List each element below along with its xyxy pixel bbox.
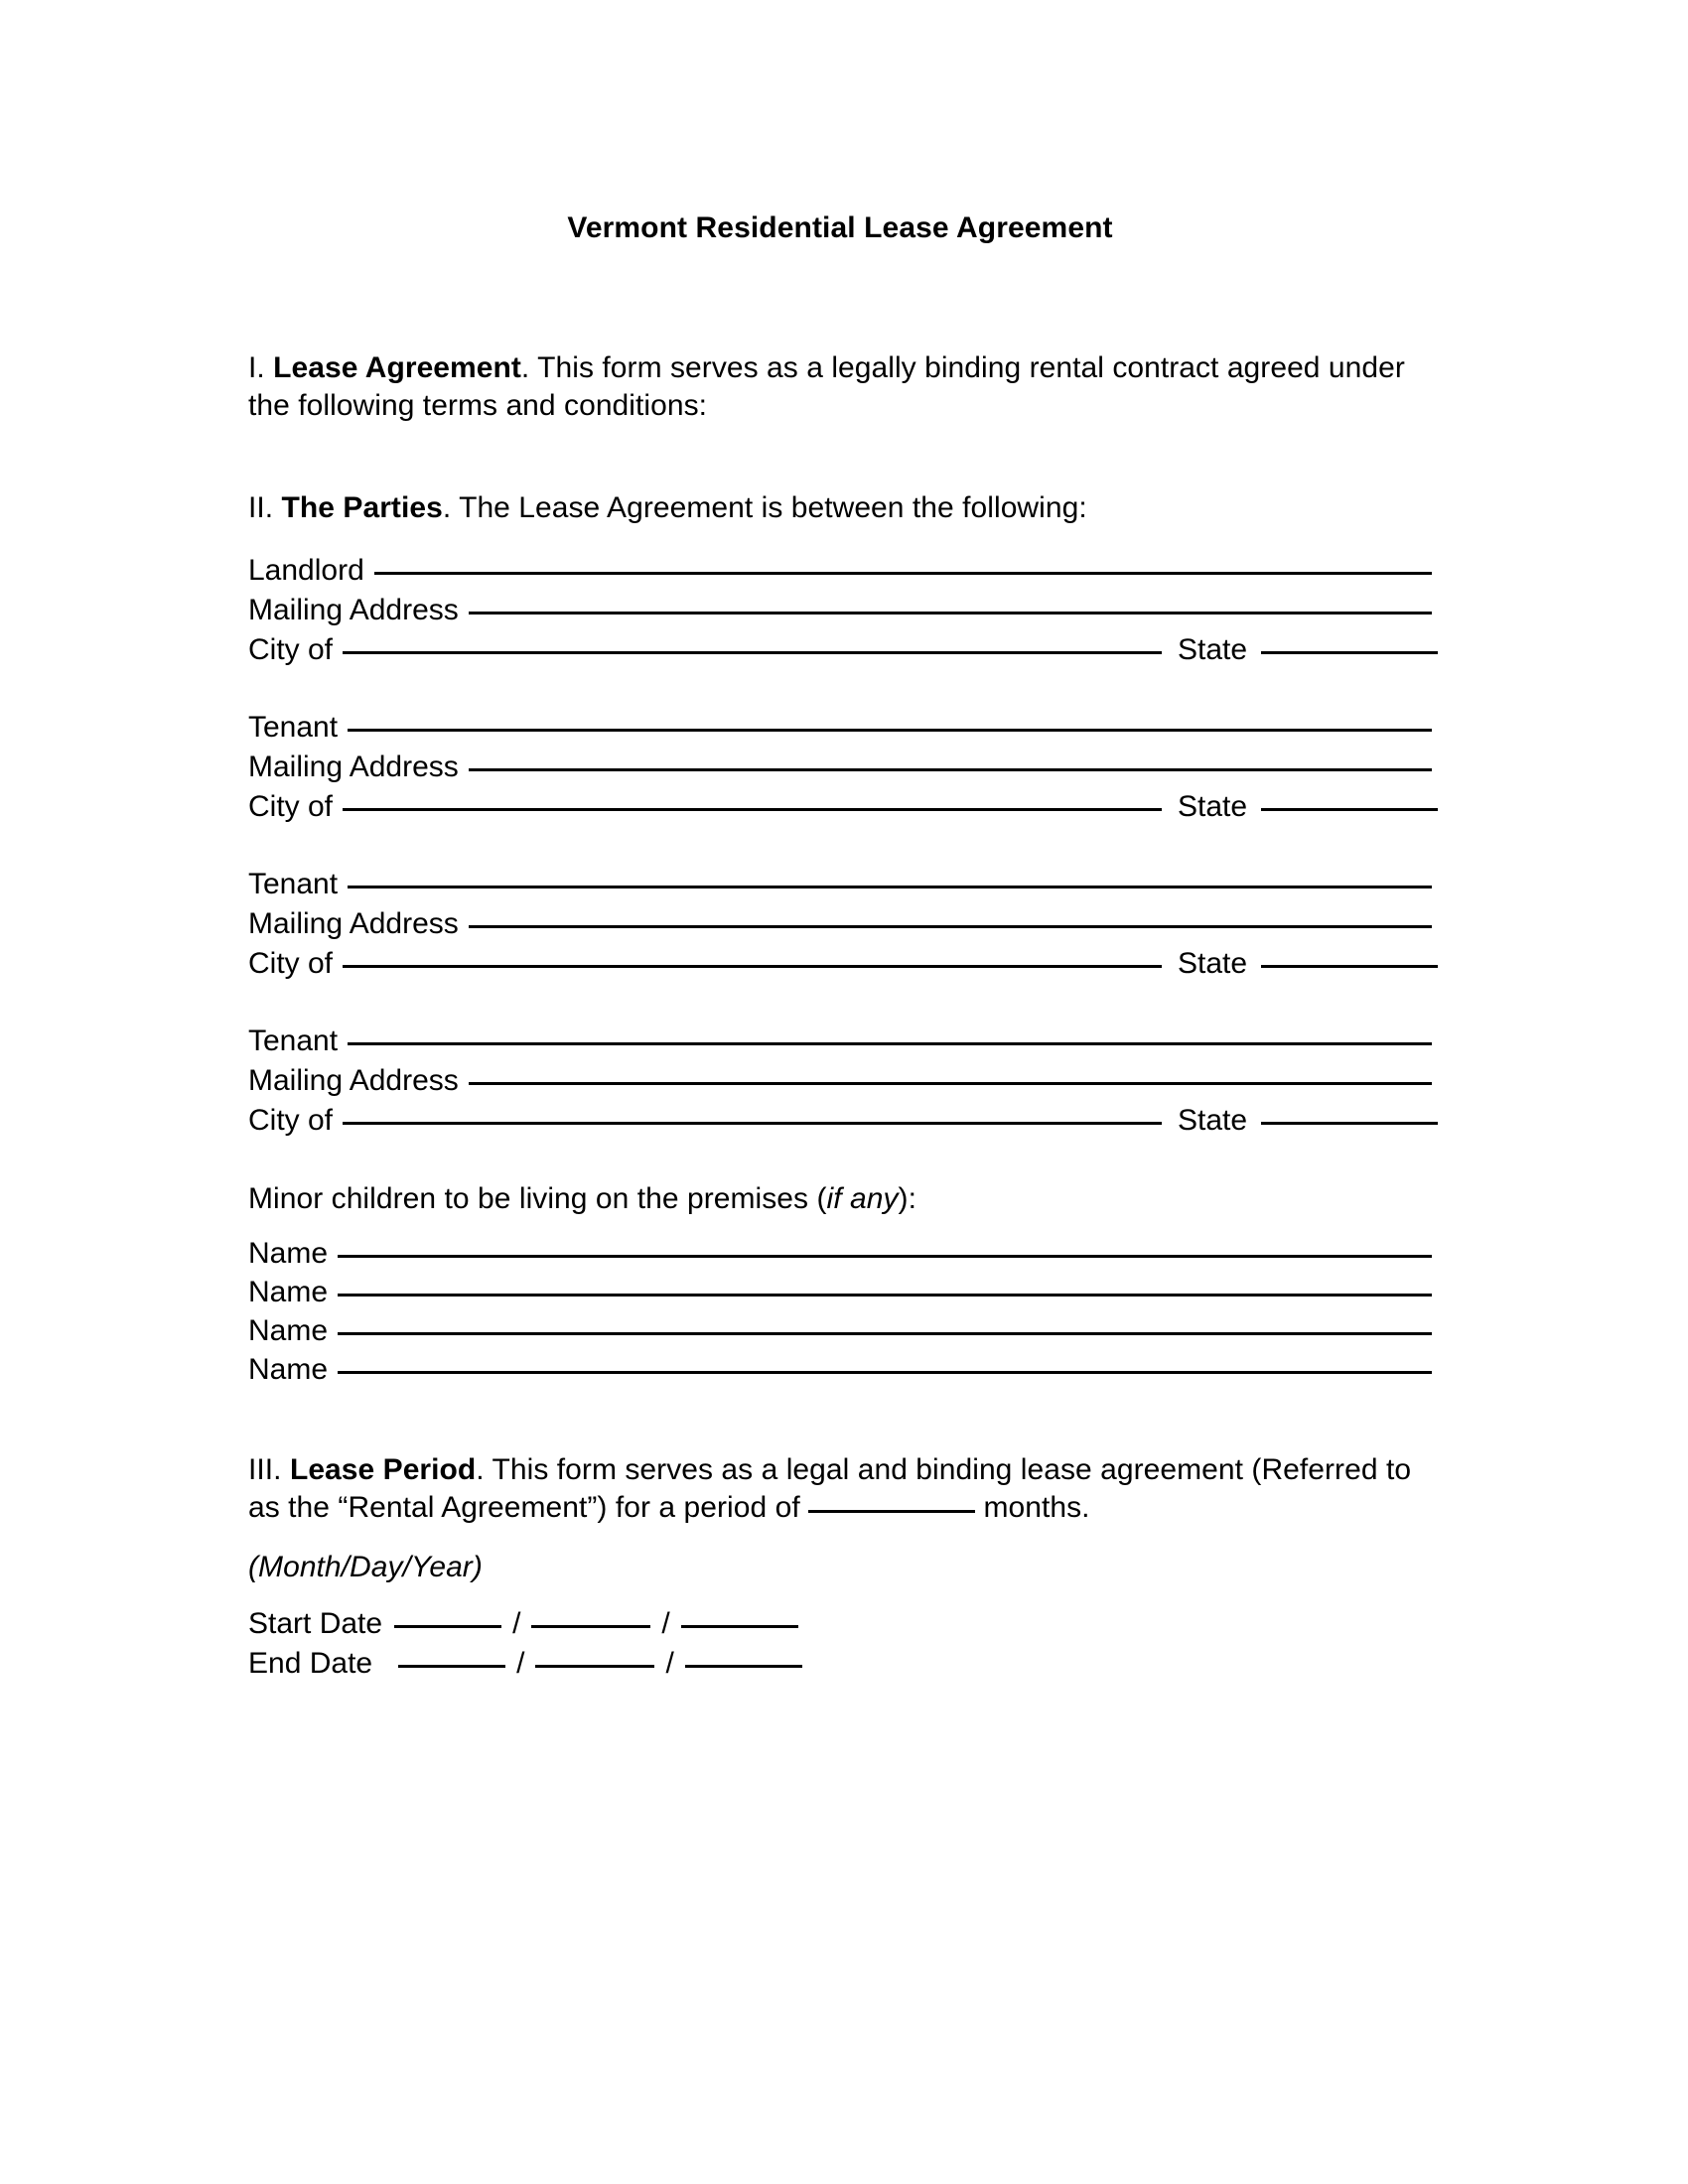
end-date-separator-2: / (665, 1647, 674, 1680)
city-of-label: City of (248, 633, 334, 666)
end-date-day-blank[interactable] (535, 1665, 654, 1668)
tenant-3-city-state-row (248, 1101, 1432, 1141)
end-date-year-blank[interactable] (685, 1665, 802, 1668)
tenant-1-mailing-address-blank[interactable] (469, 768, 1432, 771)
child-name-blank-2[interactable] (338, 1294, 1432, 1297)
start-date-row (248, 1604, 1432, 1644)
section-numeral-ii: II. (248, 491, 274, 524)
state-label: State (1178, 947, 1248, 980)
document-content (248, 0, 1432, 1684)
minor-children-intro-after: ): (898, 1182, 916, 1215)
section-body-lease-agreement: . This form serves as a legally binding rental contract agreed under the following terms and conditions: (248, 351, 1405, 422)
section-body-lease-period-after: months. (975, 1491, 1090, 1524)
date-format-note (248, 1549, 1432, 1586)
minor-children-intro (248, 1180, 1432, 1218)
lease-period-months-blank[interactable] (808, 1510, 975, 1513)
landlord-mailing-address-blank[interactable] (469, 612, 1432, 614)
child-name-row-4 (248, 1350, 1432, 1389)
minor-children-intro-before: Minor children to be living on the premises ( (248, 1182, 827, 1215)
end-date-month-blank[interactable] (398, 1665, 505, 1668)
section-lease-period (248, 1389, 1432, 1527)
party-block-tenant-1 (248, 708, 1432, 827)
child-name-blank-4[interactable] (338, 1371, 1432, 1374)
section-heading-lease-period: Lease Period (289, 1453, 477, 1486)
start-date-year-blank[interactable] (681, 1625, 798, 1628)
section-body-the-parties: . The Lease Agreement is between the following: (442, 491, 1087, 524)
tenant-2-name-row (248, 865, 1432, 904)
tenant-2-mailing-address-row (248, 904, 1432, 944)
minor-children-name-list (248, 1234, 1432, 1389)
tenant-1-state-blank[interactable] (1261, 808, 1438, 811)
start-date-label: Start Date (248, 1607, 383, 1640)
tenant-3-state-blank[interactable] (1261, 1122, 1438, 1125)
party-block-landlord (248, 551, 1432, 670)
section-numeral-i: I. (248, 351, 265, 384)
tenant-2-name-blank[interactable] (348, 886, 1432, 888)
minor-children-if-any: if any (826, 1182, 899, 1215)
section-the-parties (248, 425, 1432, 527)
tenant-3-city-blank[interactable] (343, 1122, 1162, 1125)
section-heading-lease-agreement: Lease Agreement (273, 351, 521, 384)
name-label: Name (248, 1353, 329, 1386)
section-heading-the-parties: The Parties (281, 491, 443, 524)
start-date-day-blank[interactable] (531, 1625, 650, 1628)
tenant-1-mailing-address-row (248, 748, 1432, 787)
tenant-2-city-state-row (248, 944, 1432, 984)
end-date-row (248, 1644, 1432, 1684)
tenant-3-mailing-address-blank[interactable] (469, 1082, 1432, 1085)
landlord-city-state-row (248, 630, 1432, 670)
name-label: Name (248, 1276, 329, 1308)
mailing-address-label: Mailing Address (248, 1064, 459, 1097)
party-block-tenant-2 (248, 865, 1432, 984)
tenant-2-state-blank[interactable] (1261, 965, 1438, 968)
tenant-1-label: Tenant (248, 711, 339, 744)
landlord-label: Landlord (248, 554, 364, 587)
child-name-row-1 (248, 1234, 1432, 1273)
mailing-address-label: Mailing Address (248, 907, 459, 940)
child-name-blank-3[interactable] (338, 1332, 1432, 1335)
state-label: State (1178, 790, 1248, 823)
end-date-separator-1: / (516, 1647, 525, 1680)
page-title: Vermont Residential Lease Agreement (567, 211, 1113, 244)
section-body-lease-period-before: . This form serves as a legal and binding lease agreement (Referred to as the “Rental Agreement”) for a period of (248, 1453, 1412, 1524)
tenant-3-mailing-address-row (248, 1061, 1432, 1101)
name-label: Name (248, 1314, 329, 1347)
mailing-address-label: Mailing Address (248, 751, 459, 783)
landlord-state-blank[interactable] (1261, 651, 1438, 654)
landlord-city-blank[interactable] (343, 651, 1162, 654)
tenant-3-name-blank[interactable] (348, 1042, 1432, 1045)
state-label: State (1178, 1104, 1248, 1137)
child-name-row-2 (248, 1273, 1432, 1311)
mailing-address-label: Mailing Address (248, 594, 459, 626)
landlord-mailing-address-row (248, 591, 1432, 630)
tenant-2-label: Tenant (248, 868, 339, 900)
child-name-row-3 (248, 1311, 1432, 1350)
name-label: Name (248, 1237, 329, 1270)
start-date-month-blank[interactable] (394, 1625, 501, 1628)
city-of-label: City of (248, 947, 334, 980)
section-lease-agreement (248, 246, 1432, 425)
date-format-note-italic: (Month/Day/Year) (248, 1551, 483, 1583)
tenant-2-city-blank[interactable] (343, 965, 1162, 968)
state-label: State (1178, 633, 1248, 666)
tenant-3-label: Tenant (248, 1024, 339, 1057)
landlord-name-blank[interactable] (374, 572, 1432, 575)
tenant-1-city-state-row (248, 787, 1432, 827)
tenant-2-mailing-address-blank[interactable] (469, 925, 1432, 928)
start-date-separator-2: / (661, 1607, 670, 1640)
section-numeral-iii: III. (248, 1453, 282, 1486)
city-of-label: City of (248, 1104, 334, 1137)
tenant-3-name-row (248, 1022, 1432, 1061)
city-of-label: City of (248, 790, 334, 823)
tenant-1-name-blank[interactable] (348, 729, 1432, 732)
start-date-separator-1: / (512, 1607, 521, 1640)
child-name-blank-1[interactable] (338, 1255, 1432, 1258)
landlord-name-row (248, 551, 1432, 591)
tenant-1-city-blank[interactable] (343, 808, 1162, 811)
party-block-tenant-3 (248, 1022, 1432, 1141)
tenant-1-name-row (248, 708, 1432, 748)
end-date-label: End Date (248, 1647, 373, 1680)
